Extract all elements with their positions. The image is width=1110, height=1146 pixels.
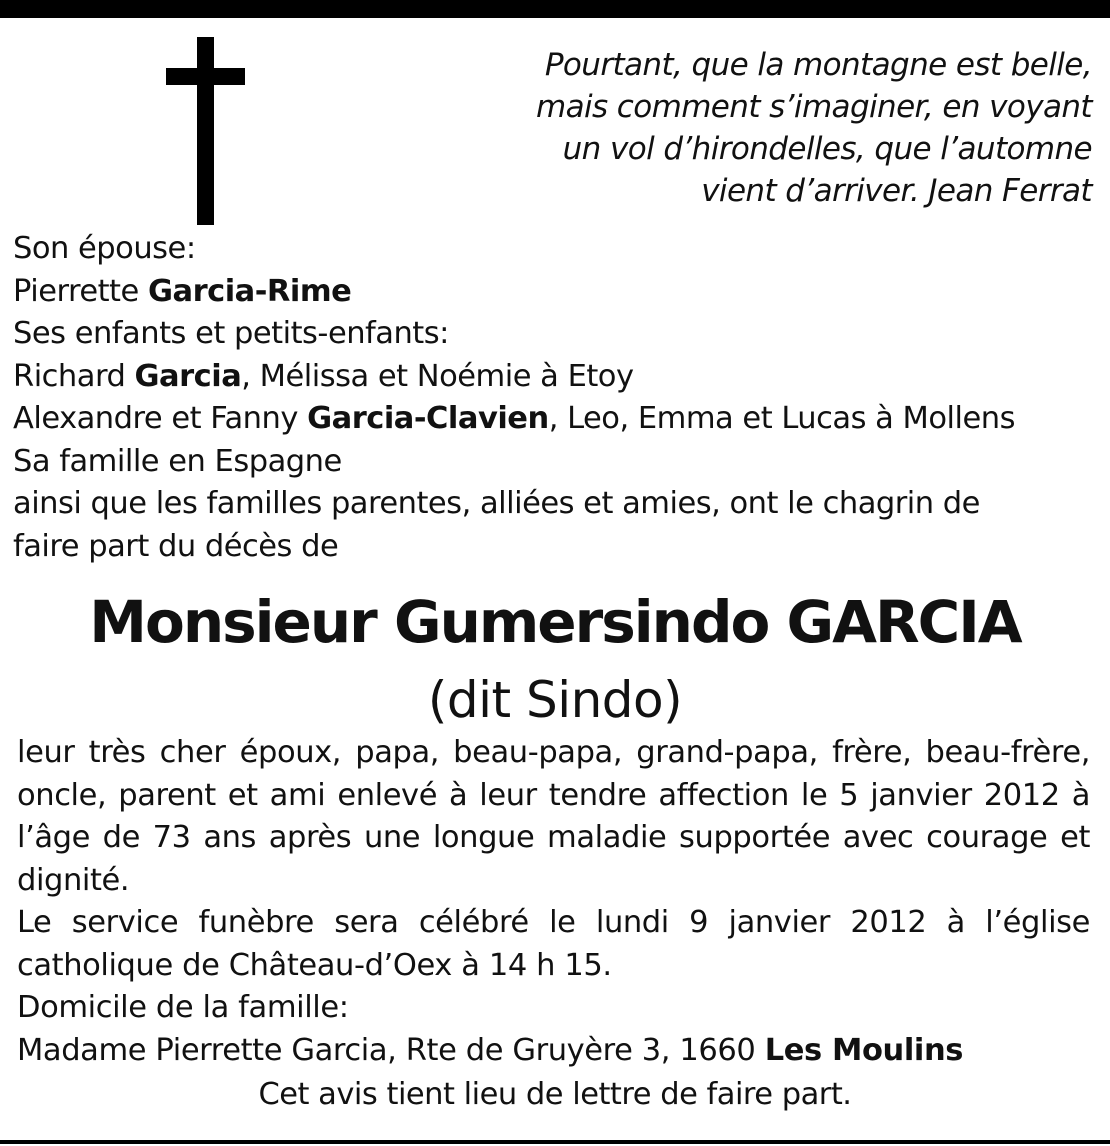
address-line [17,1030,1090,1073]
epigraph-quote [452,44,1092,212]
child-first-name: Alexandre et Fanny [13,401,308,436]
notice-body [17,732,1090,1072]
quote-line: Pourtant, que la montagne est belle, [544,47,1092,83]
address-text: Madame Pierrette Garcia, Rte de Gruyère 3, 1660 [17,1032,765,1068]
child-details: , Mélissa et Noémie à Etoy [241,358,634,394]
announcement: faire part du décès de [13,528,339,564]
family-spain: Sa famille en Espagne [13,443,342,479]
spouse-first-name: Pierrette [13,273,148,309]
top-rule [0,0,1110,18]
child-first-name: Richard [13,358,135,394]
domicile-label: Domicile de la famille: [17,990,349,1025]
quote-line: un vol d’hirondelles, que l’automne [562,131,1092,167]
family-list [13,228,1098,568]
deceased-name: Monsieur Gumersindo GARCIA [89,588,1021,656]
tribute-paragraph: leur très cher époux, papa, beau-papa, grand-papa, frère, beau-frère, oncle, parent et ami enlevé à leur tendre affection le 5 janvier 2012 à l’âge de 73 ans après une longue maladie supportée avec courage et dignité. [17,735,1090,898]
child-last-name: Garcia-Clavien [307,401,549,436]
address-city: Les Moulins [764,1032,964,1068]
child-line [13,356,1098,399]
children-label: Ses enfants et petits-enfants: [13,316,449,351]
child-details: , Leo, Emma et Lucas à Mollens [548,401,1015,436]
service-paragraph: Le service funèbre sera célébré le lundi 9 janvier 2012 à l’église catholique de Château-d’Oex à 14 h 15. [17,905,1090,983]
deceased-nickname: (dit Sindo) [427,671,683,729]
child-last-name: Garcia [134,358,242,394]
bottom-rule [0,1140,1110,1144]
spouse-label: Son épouse: [13,231,196,266]
quote-line: vient d’arriver. Jean Ferrat [701,173,1092,209]
closing-note: Cet avis tient lieu de lettre de faire part. [258,1077,852,1112]
quote-line: mais comment s’imaginer, en voyant [535,89,1092,125]
child-line [13,398,1098,441]
spouse-line [13,271,1098,314]
spouse-last-name: Garcia-Rime [147,273,352,309]
other-families: ainsi que les familles parentes, alliées et amies, ont le chagrin de [13,486,980,521]
